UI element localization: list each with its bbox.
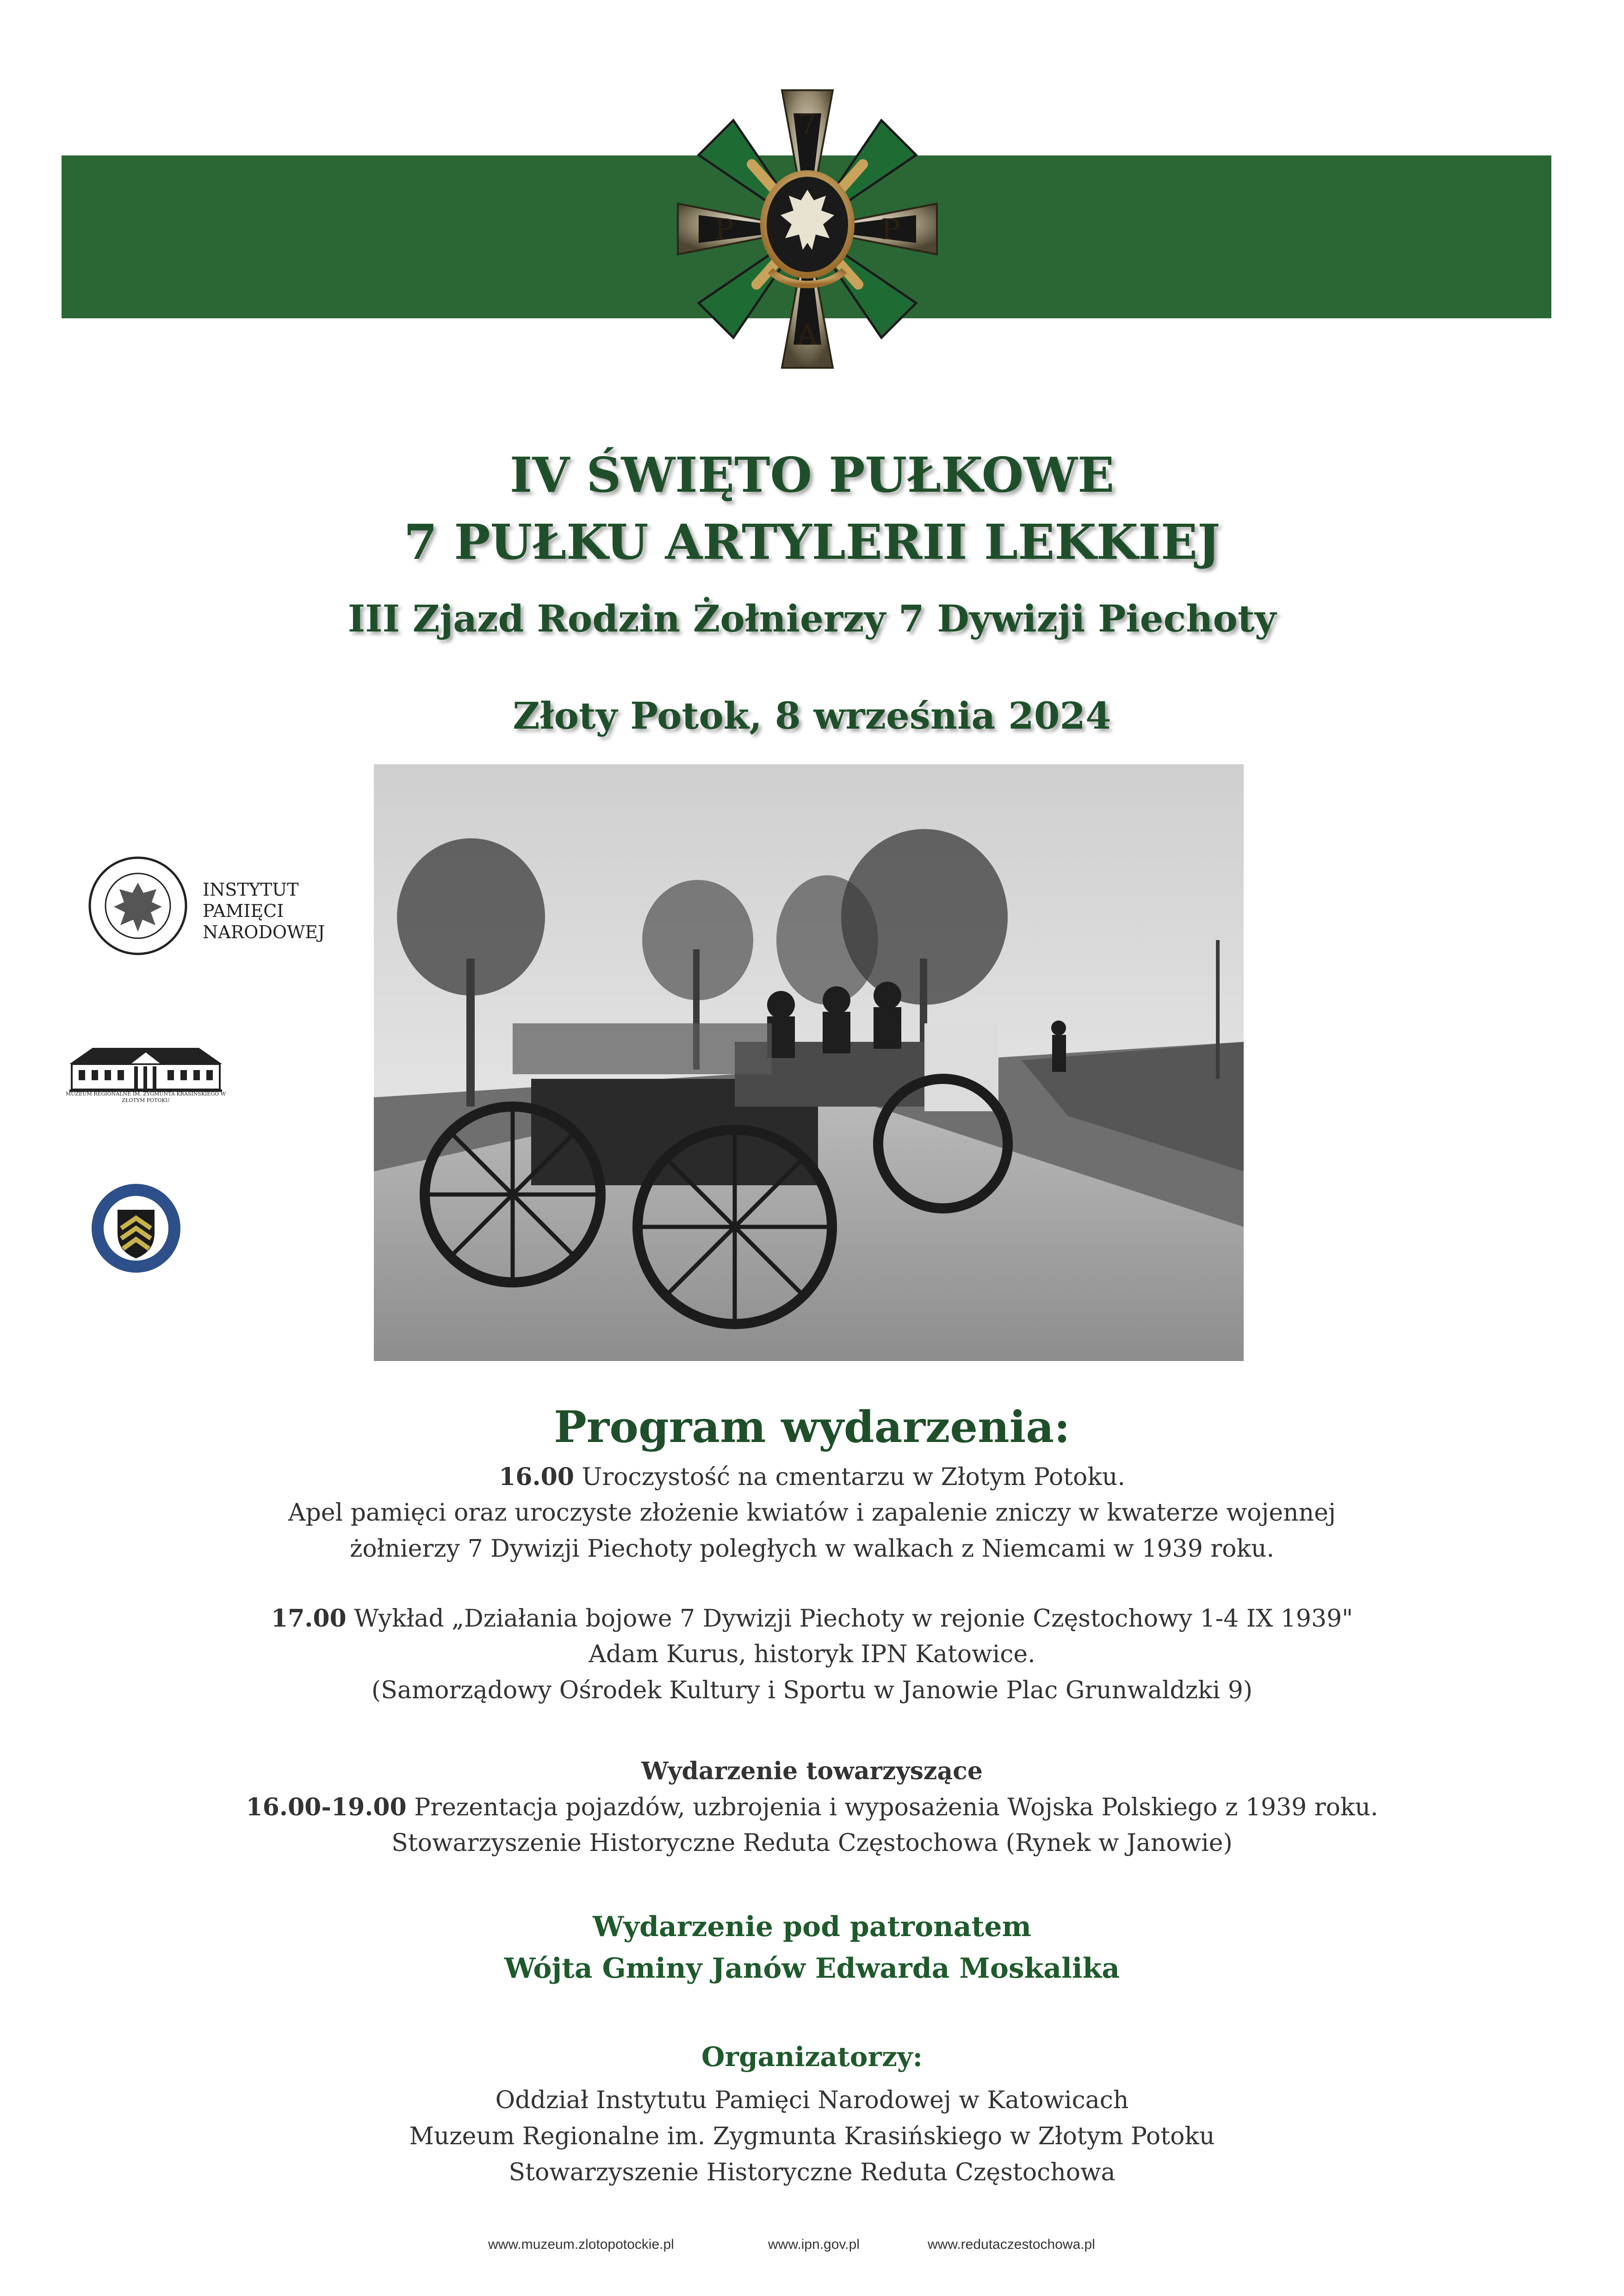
- ipn-text-line2: PAMIĘCI: [203, 901, 284, 921]
- artillery-photo: [374, 764, 1244, 1361]
- reduta-seal-icon: [90, 1182, 182, 1275]
- program-item1-text: Uroczystość na cmentarzu w Złotym Potoku.: [574, 1463, 1125, 1491]
- side-event-line1: [0, 1793, 1624, 1821]
- program-item2-line3: (Samorządowy Ośrodek Kultury i Sportu w Janowie Plac Grunwaldzki 9): [371, 1677, 1253, 1704]
- program-item2-time: 17.00: [271, 1604, 347, 1633]
- side-event-text: Prezentacja pojazdów, uzbrojenia i wyposażenia Wojska Polskiego z 1939 roku.: [406, 1794, 1378, 1821]
- program-item2-text: Wykład „Działania bojowe 7 Dywizji Piechoty w rejonie Częstochowy 1-4 IX 1939": [346, 1605, 1353, 1633]
- museum-building-icon: [65, 1039, 227, 1099]
- side-event-time: 16.00-19.00: [246, 1793, 407, 1821]
- ipn-text-line3: NARODOWEJ: [203, 922, 325, 942]
- program-item1-time: 16.00: [499, 1463, 574, 1491]
- ipn-seal-icon: [87, 855, 189, 957]
- program-item1-line3: żołnierzy 7 Dywizji Piechoty poległych w walkach z Niemcami w 1939 roku.: [349, 1535, 1275, 1563]
- badge-letter-bottom: A: [797, 318, 818, 352]
- patronage-line2: Wójta Gminy Janów Edwarda Moskalika: [504, 1952, 1120, 1985]
- side-event-heading: Wydarzenie towarzyszące: [641, 1757, 983, 1785]
- program-item2-line1: [0, 1604, 1624, 1633]
- place-date: Złoty Potok, 8 września 2024: [513, 694, 1111, 737]
- patronage-line1: Wydarzenie pod patronatem: [593, 1911, 1031, 1943]
- title-line2: 7 PUŁKU ARTYLERII LEKKIEJ: [403, 514, 1221, 570]
- museum-logo-caption: MUZEUM REGIONALNE IM. ZYGMUNTA KRASIŃSKIEGO W ZŁOTYM POTOKU: [65, 1091, 226, 1103]
- side-event-line2: Stowarzyszenie Historyczne Reduta Częstochowa (Rynek w Janowie): [391, 1829, 1233, 1857]
- organizer-item: Oddział Instytutu Pamięci Narodowej w Katowicach: [495, 2086, 1129, 2114]
- organizer-item: Stowarzyszenie Historyczne Reduta Częstochowa: [508, 2159, 1116, 2186]
- program-item1-line1: [0, 1463, 1624, 1491]
- title-line1: IV ŚWIĘTO PUŁKOWE: [509, 446, 1115, 503]
- ipn-text-line1: INSTYTUT: [203, 879, 299, 900]
- organizers-heading: Organizatorzy:: [701, 2041, 923, 2073]
- footer-link-ipn[interactable]: www.ipn.gov.pl: [768, 2237, 860, 2252]
- ipn-logo-text: [203, 879, 325, 943]
- footer-link-museum[interactable]: www.muzeum.zlotopotockie.pl: [488, 2237, 674, 2252]
- badge-letter-right: P: [881, 212, 900, 246]
- program-item1-line2: Apel pamięci oraz uroczyste złożenie kwiatów i zapalenie zniczy w kwaterze wojennej: [288, 1499, 1336, 1527]
- footer-link-reduta[interactable]: www.redutaczestochowa.pl: [928, 2237, 1095, 2252]
- badge-letter-left: P: [714, 212, 734, 246]
- program-item2-line2: Adam Kurus, historyk IPN Katowice.: [589, 1640, 1035, 1668]
- badge-letter-top: 7: [798, 107, 817, 141]
- organizer-item: Muzeum Regionalne im. Zygmunta Krasińskiego w Złotym Potoku: [409, 2123, 1215, 2150]
- program-heading: Program wydarzenia:: [554, 1402, 1070, 1453]
- subtitle: III Zjazd Rodzin Żołnierzy 7 Dywizji Piechoty: [347, 597, 1277, 640]
- regiment-badge-icon: [673, 76, 942, 391]
